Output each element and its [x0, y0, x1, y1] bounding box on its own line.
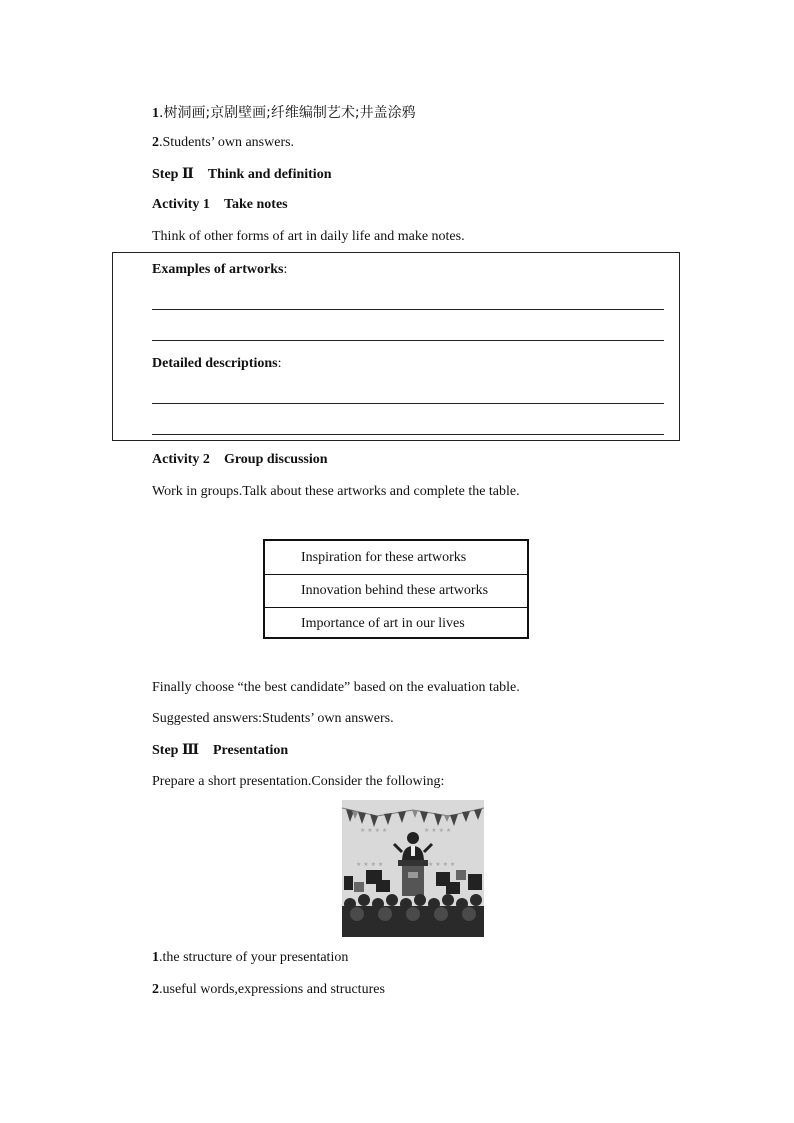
- answer-number: 1: [152, 106, 159, 121]
- step-3-heading: [152, 742, 288, 759]
- activity-1-instruction: Think of other forms of art in daily life and make notes.: [152, 229, 465, 244]
- suggested-answers: Suggested answers:Students’ own answers.: [152, 711, 394, 726]
- step-3-instruction: Prepare a short presentation.Consider the following:: [152, 774, 445, 789]
- svg-text:★ ★ ★ ★: ★ ★ ★ ★: [356, 861, 384, 868]
- table-row: Innovation behind these artworks: [301, 583, 489, 598]
- step-2-heading: [152, 166, 331, 183]
- activity-1-heading: [152, 197, 288, 213]
- activity-title: Group discussion: [223, 452, 328, 467]
- answer-line-2: [152, 135, 294, 151]
- activity-title: Take notes: [223, 197, 288, 212]
- writing-line[interactable]: [152, 434, 664, 435]
- table-row: Inspiration for these artworks: [301, 550, 467, 565]
- answer-number: 2: [152, 135, 159, 150]
- activity-label: Activity 1: [152, 197, 210, 212]
- activity-label: Activity 2: [152, 452, 210, 467]
- svg-text:★ ★ ★ ★: ★ ★ ★ ★: [428, 861, 456, 868]
- list-item: 2.useful words,expressions and structures: [152, 982, 385, 997]
- answer-line-1: [152, 102, 416, 122]
- writing-line[interactable]: [152, 403, 664, 404]
- evaluation-table: [263, 539, 529, 639]
- step-title: Think and definition: [207, 167, 332, 182]
- step-title: Presentation: [213, 743, 289, 758]
- step-label: Step Ⅱ: [152, 167, 194, 182]
- writing-line[interactable]: [152, 340, 664, 341]
- writing-line[interactable]: [152, 309, 664, 310]
- answer-text: .树洞画;京剧壁画;纤维编制艺术;井盖涂鸦: [159, 105, 416, 121]
- speaker-at-podium-crowd-icon: [342, 800, 484, 937]
- answer-text: .Students’ own answers.: [159, 135, 295, 150]
- table-row: Importance of art in our lives: [301, 616, 465, 631]
- svg-text:★ ★ ★ ★: ★ ★ ★ ★: [424, 827, 452, 834]
- activity-2-instruction: Work in groups.Talk about these artworks and complete the table.: [152, 484, 520, 499]
- activity-2-heading: [152, 452, 328, 468]
- notes-box: [112, 252, 680, 441]
- step-label: Step Ⅲ: [152, 743, 199, 758]
- svg-text:★ ★ ★ ★: ★ ★ ★ ★: [360, 827, 388, 834]
- list-item: 1.the structure of your presentation: [152, 950, 349, 965]
- descriptions-label: Detailed descriptions:: [152, 356, 282, 371]
- finally-text: Finally choose “the best candidate” based on the evaluation table.: [152, 680, 520, 695]
- examples-label: Examples of artworks:: [152, 262, 288, 277]
